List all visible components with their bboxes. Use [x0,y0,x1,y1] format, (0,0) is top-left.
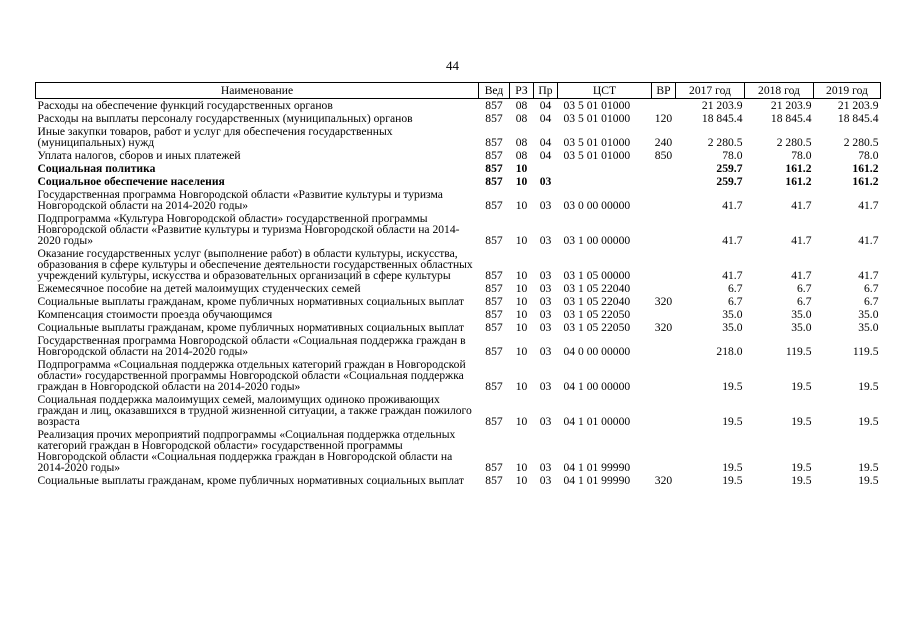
cell-vr [652,188,676,212]
cell-cst: 03 1 05 22050 [563,307,631,321]
table-row [36,188,881,212]
cell-vr [652,247,676,282]
cell-cst: 03 1 05 22050 [563,320,631,334]
cell-2019: 19.5 [858,460,879,474]
cell-vr: 240 [654,135,673,149]
cell-2017: 35.0 [722,320,743,334]
cell-rz: 10 [515,307,528,321]
cell-2018: 18 845.4 [770,111,812,125]
table-row [36,295,881,308]
cell-rz: 10 [515,268,528,282]
cell-2019: 41.7 [858,268,879,282]
table-body [36,99,881,488]
header-pr: Пр [534,83,558,99]
cell-vr [652,308,676,321]
cell-2017: 35.0 [722,307,743,321]
cell-rz: 08 [515,111,528,125]
cell-pr: 04 [539,98,552,112]
cell-2017: 19.5 [722,473,743,487]
cell-vr: 120 [654,111,673,125]
cell-name: Иные закупки товаров, работ и услуг для обеспечения государственных (муниципальных) нужд [37,124,393,149]
cell-2019: 19.5 [858,414,879,428]
cell-pr: 03 [539,320,552,334]
table-row [36,308,881,321]
cell-2018: 6.7 [797,281,812,295]
table-row [36,212,881,247]
cell-rz: 10 [515,294,528,308]
cell-name: Расходы на обеспечение функций государственных органов [37,98,333,112]
cell-cst: 04 1 01 99990 [563,460,631,474]
cell-name: Социальные выплаты гражданам, кроме публичных нормативных социальных выплат [37,473,464,487]
cell-cst: 03 1 05 22040 [563,294,631,308]
cell-ved: 857 [485,161,503,175]
cell-2018: 41.7 [791,233,812,247]
cell-2017: 19.5 [722,414,743,428]
cell-2017: 6.7 [728,294,743,308]
cell-2017: 6.7 [728,281,743,295]
header-name: Наименование [36,83,479,99]
table-row [36,334,881,358]
cell-pr: 03 [539,281,552,295]
cell-pr: 03 [539,379,552,393]
cell-vr [652,358,676,393]
cell-2017: 259.7 [716,174,743,188]
cell-2019: 21 203.9 [837,98,879,112]
cell-vr [652,212,676,247]
cell-name: Уплата налогов, сборов и иных платежей [37,148,241,162]
cell-cst: 04 1 01 99990 [563,473,631,487]
cell-rz: 08 [515,135,528,149]
cell-2017: 41.7 [722,268,743,282]
table-row [36,175,881,188]
cell-name: Подпрограмма «Социальная поддержка отдельных категорий граждан в Новгородской области» государственной программы Новгородской области «Социальная поддержка граждан в Новгородской области на 2014-2020 годы» [37,357,466,393]
cell-vr: 320 [654,473,673,487]
cell-2018: 19.5 [791,414,812,428]
cell-2017: 19.5 [722,460,743,474]
cell-2018: 41.7 [791,268,812,282]
cell-ved: 857 [485,307,503,321]
cell-2019: 6.7 [864,294,879,308]
cell-ved: 857 [485,198,503,212]
cell-2018: 19.5 [791,379,812,393]
cell-ved: 857 [485,135,503,149]
header-2018: 2018 год [745,83,814,99]
cell-pr: 04 [539,111,552,125]
cell-ved: 857 [485,148,503,162]
cell-rz: 10 [515,161,528,175]
cell-2019: 161.2 [852,174,879,188]
table-row [36,125,881,149]
cell-vr [652,162,676,175]
cell-cst: 03 5 01 01000 [563,135,631,149]
header-2019: 2019 год [814,83,881,99]
cell-2019: 6.7 [864,281,879,295]
cell-2018: 19.5 [791,473,812,487]
cell-rz: 10 [515,198,528,212]
cell-2018: 35.0 [791,320,812,334]
cell-pr: 03 [539,233,552,247]
cell-2017: 218.0 [716,344,743,358]
cell-2017: 41.7 [722,198,743,212]
cell-2019: 78.0 [858,148,879,162]
table-row [36,99,881,113]
cell-cst [558,162,652,175]
cell-pr: 03 [539,460,552,474]
cell-vr [652,282,676,295]
table-row [36,474,881,487]
cell-rz: 10 [515,233,528,247]
cell-pr: 03 [539,294,552,308]
cell-2019: 35.0 [858,307,879,321]
cell-rz: 10 [515,473,528,487]
cell-pr: 03 [539,174,552,188]
cell-vr [652,175,676,188]
cell-2019: 41.7 [858,198,879,212]
cell-rz: 10 [515,460,528,474]
table-row [36,112,881,125]
cell-2018: 161.2 [785,161,812,175]
cell-2017: 18 845.4 [701,111,743,125]
cell-2018: 119.5 [785,344,812,358]
cell-2018: 78.0 [791,148,812,162]
cell-vr: 320 [654,320,673,334]
cell-2017: 259.7 [716,161,743,175]
cell-rz: 10 [515,320,528,334]
cell-ved: 857 [485,460,503,474]
cell-2018: 161.2 [785,174,812,188]
cell-rz: 10 [515,344,528,358]
cell-vr [652,334,676,358]
cell-name: Реализация прочих мероприятий подпрограммы «Социальная поддержка отдельных категорий граждан в Новгородской области» государственной программы Новгородской области «Социальная поддержка граждан в Новгородской области на 2014-2020 годы» [37,427,456,474]
cell-cst: 03 1 00 00000 [563,233,631,247]
cell-pr: 03 [539,473,552,487]
cell-cst: 03 5 01 01000 [563,148,631,162]
cell-name: Государственная программа Новгородской области «Социальная поддержка граждан в Новгородской области на 2014-2020 годы» [37,333,466,358]
header-cst: ЦСТ [558,83,652,99]
cell-ved: 857 [485,98,503,112]
cell-2017: 19.5 [722,379,743,393]
table-row [36,428,881,474]
cell-name: Государственная программа Новгородской области «Развитие культуры и туризма Новгородской области на 2014-2020 годы» [37,187,443,212]
table-row [36,282,881,295]
cell-name: Социальные выплаты гражданам, кроме публичных нормативных социальных выплат [37,320,464,334]
cell-name: Подпрограмма «Культура Новгородской области» государственной программы Новгородской области «Развитие культуры и туризма Новгородской области на 2014-2020 годы» [37,211,460,247]
cell-vr [652,99,676,113]
cell-ved: 857 [485,174,503,188]
cell-rz: 10 [515,414,528,428]
cell-2017: 2 280.5 [707,135,743,149]
table-row [36,358,881,393]
cell-ved: 857 [485,294,503,308]
cell-2019: 18 845.4 [837,111,879,125]
cell-rz: 08 [515,98,528,112]
cell-pr: 03 [539,344,552,358]
cell-name: Компенсация стоимости проезда обучающимся [37,307,273,321]
cell-ved: 857 [485,281,503,295]
cell-pr: 04 [539,148,552,162]
cell-vr [652,428,676,474]
cell-2018: 21 203.9 [770,98,812,112]
cell-2017: 41.7 [722,233,743,247]
cell-name: Оказание государственных услуг (выполнение работ) в области культуры, искусства, образования в сфере культуры и обеспечение деятельности государственных областных учреждений культуры, искусства и образовательных организаций в сфере культуры [37,246,473,282]
header-ved: Вед [479,83,510,99]
cell-ved: 857 [485,320,503,334]
cell-pr: 03 [539,268,552,282]
cell-pr: 04 [539,135,552,149]
cell-cst: 03 1 05 00000 [563,268,631,282]
cell-2019: 19.5 [858,379,879,393]
cell-pr [534,162,558,175]
cell-vr [652,393,676,428]
budget-table [35,82,881,487]
table-header-row [36,83,881,99]
header-2017: 2017 год [676,83,745,99]
cell-2018: 6.7 [797,294,812,308]
cell-vr: 320 [654,294,673,308]
cell-ved: 857 [485,344,503,358]
cell-name: Социальное обеспечение населения [37,174,225,188]
table-row [36,149,881,162]
page-number: 44 [446,58,459,73]
cell-cst [558,175,652,188]
cell-rz: 10 [515,379,528,393]
cell-cst: 04 0 00 00000 [563,344,631,358]
cell-rz: 10 [515,281,528,295]
cell-pr: 03 [539,414,552,428]
cell-ved: 857 [485,268,503,282]
cell-2019: 19.5 [858,473,879,487]
cell-pr: 03 [539,307,552,321]
header-vr: ВР [652,83,676,99]
cell-2018: 41.7 [791,198,812,212]
cell-ved: 857 [485,111,503,125]
cell-rz: 08 [515,148,528,162]
cell-rz: 10 [515,174,528,188]
cell-name: Социальные выплаты гражданам, кроме публичных нормативных социальных выплат [37,294,464,308]
cell-ved: 857 [485,233,503,247]
cell-2018: 19.5 [791,460,812,474]
table-row [36,321,881,334]
cell-2018: 2 280.5 [776,135,812,149]
cell-2018: 35.0 [791,307,812,321]
cell-cst: 03 0 00 00000 [563,198,631,212]
cell-cst: 04 1 00 00000 [563,379,631,393]
cell-2019: 2 280.5 [843,135,879,149]
cell-ved: 857 [485,414,503,428]
cell-2019: 41.7 [858,233,879,247]
table-row [36,162,881,175]
cell-cst: 04 1 01 00000 [563,414,631,428]
cell-cst: 03 5 01 01000 [563,111,631,125]
cell-name: Социальная поддержка малоимущих семей, малоимущих одиноко проживающих граждан и лиц, оказавшихся в трудной жизненной ситуации, а также граждан пожилого возраста [37,392,472,428]
cell-name: Социальная политика [37,161,156,175]
table-row [36,393,881,428]
table-row [36,247,881,282]
header-rz: РЗ [510,83,534,99]
cell-vr: 850 [654,148,673,162]
cell-ved: 857 [485,473,503,487]
cell-2017: 21 203.9 [701,98,743,112]
cell-name: Ежемесячное пособие на детей малоимущих студенческих семей [37,281,361,295]
cell-2017: 78.0 [722,148,743,162]
cell-2019: 119.5 [852,344,879,358]
cell-ved: 857 [485,379,503,393]
cell-cst: 03 1 05 22040 [563,281,631,295]
cell-name: Расходы на выплаты персоналу государственных (муниципальных) органов [37,111,413,125]
cell-2019: 161.2 [852,161,879,175]
cell-cst: 03 5 01 01000 [563,98,631,112]
cell-pr: 03 [539,198,552,212]
cell-2019: 35.0 [858,320,879,334]
